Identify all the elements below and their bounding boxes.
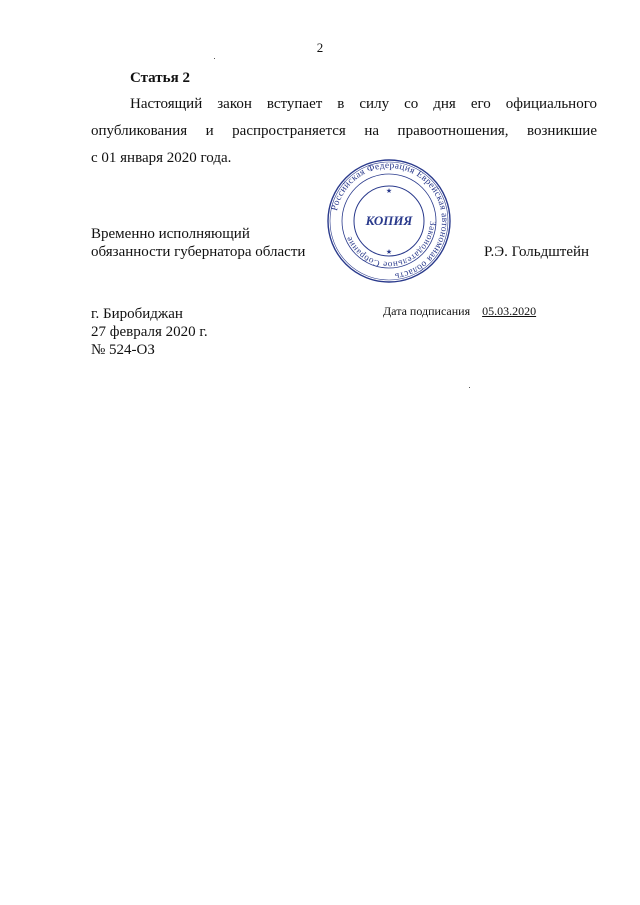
signing-date: [383, 304, 536, 319]
article-title: Статья 2: [130, 70, 190, 86]
law-number: № 524-ОЗ: [91, 342, 155, 358]
city: г. Биробиджан: [91, 306, 183, 322]
page-number: 2: [316, 40, 324, 55]
seal-inner-text: Законодательное Собрание: [343, 220, 439, 271]
signatory-position-line-1: Временно исполняющий: [91, 226, 250, 242]
signatory-name: Р.Э. Гольдштейн: [484, 244, 590, 260]
article-text-line-2: опубликования и распространяется на правоотношения, возникшие: [91, 123, 597, 139]
seal-outer-text: Российская Федерация Еврейская автономная область: [330, 160, 450, 281]
signatory-position-line-2: обязанности губернатора области: [91, 244, 306, 260]
signing-date-label: Дата подписания: [383, 304, 471, 318]
law-date: 27 февраля 2020 г.: [91, 324, 208, 340]
article-text-line-3: с 01 января 2020 года.: [91, 150, 232, 166]
official-seal-graphic: [326, 158, 452, 284]
signing-date-value: 05.03.2020: [482, 304, 537, 318]
seal-star-top: ★: [385, 187, 393, 195]
scan-speck: [469, 387, 470, 388]
seal-star-bottom: ★: [385, 248, 393, 256]
official-seal: [326, 158, 452, 284]
scan-speck: [214, 58, 215, 59]
article-text-line-1: Настоящий закон вступает в силу со дня его официального: [130, 96, 597, 112]
seal-center-label: КОПИЯ: [365, 213, 413, 228]
